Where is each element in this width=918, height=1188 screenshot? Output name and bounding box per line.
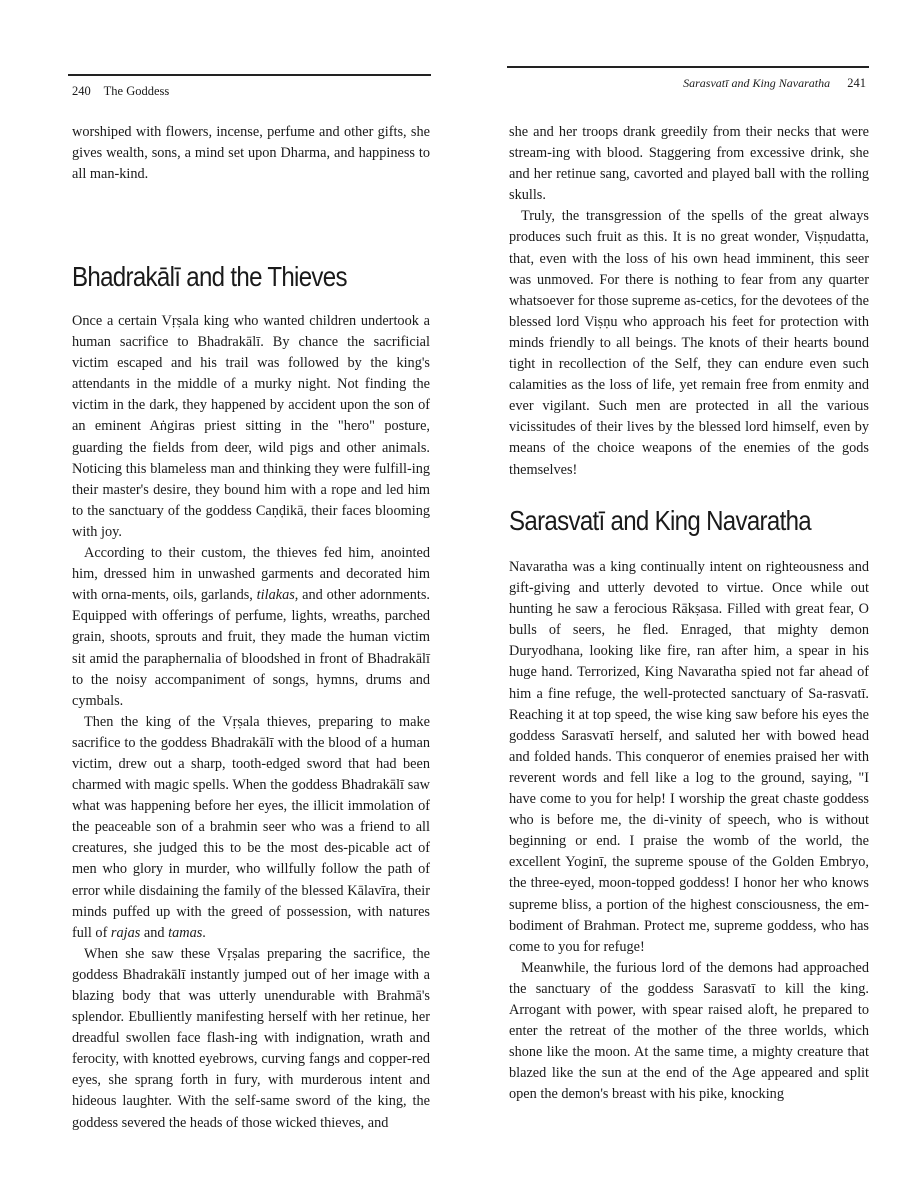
paragraph-top <box>72 122 430 185</box>
header-rule <box>68 74 431 76</box>
paragraph: Navaratha was a king continually intent on righteousness and gift-giving and utterly devoted to virtue. Once while out hunting he saw a ferocious Rākṣasa. Filled with great fear, O bulls of seers, he fled. Enraged, that mighty demon Duryodhana, looking like fire, ran after him, a spear in his huge hand. Terrorized, King Navaratha spied not far ahead of him a fine refuge, the well-protected sanctuary of Sa-rasvatī. Reaching it at top speed, the wise king saw before his eyes the goddess Sarasvatī herself, and saluted her with bowed head and folded hands. This conqueror of enemies praised her with reverent words and fell like a log to the ground, saying, "I have come to you for help! I worship the great chaste goddess who is before me, the di-vinity of speech, who is without beginning or end. I praise the womb of the world, the excellent Yoginī, the supreme spouse of the Golden Embryo, the three-eyed, moon-topped goddess! I honor her who knows supreme bliss, a portion of the highest consciousness, the em-bodiment of Brahman. Protect me, supreme goddess, who has come to you for refuge! <box>509 559 869 955</box>
section-heading: Bhadrakālī and the Thieves <box>72 261 347 293</box>
running-title: The Goddess <box>103 84 170 98</box>
body-text-top <box>509 122 869 481</box>
paragraph: she and her troops drank greedily from their necks that were stream-ing with blood. Staggering from excessive drink, she and her retinue sang, cavorted and played ball with the rolling skulls. <box>509 124 869 204</box>
section-heading: Sarasvatī and King Navaratha <box>509 505 812 537</box>
paragraph: According to their custom, the thieves fed him, anointed him, dressed him in unwashed garments and decorated him with orna-ments, oils, garlands, tilakas, and other adornments. Equipped with offerings of perfume, lights, wreaths, parched grain, shoots, sprouts and fruit, they made the human victim sit amid the paraphernalia of bloodshed in front of Bhadrakālī to the noisy accompaniment of songs, hymns, drums and cymbals. <box>72 545 431 709</box>
header-rule <box>507 66 869 68</box>
paragraph: worshiped with flowers, incense, perfume and other gifts, she gives wealth, sons, a mind set upon Dharma, and happiness to all man-kind. <box>72 124 430 183</box>
paragraph: Once a certain Vṛṣala king who wanted children undertook a human sacrifice to Bhadrakālī. By chance the sacrificial victim escaped and his trail was followed by the king's attendants in the middle of a murky night. Not finding the victim in the dark, they happened by accident upon the son of an eminent Aṅgiras priest sitting in the "hero" posture, guarding the fields from deer, wild pigs and other animals. Noticing this blameless man and thinking they were fulfill-ing their master's desire, they bound him with a rope and led him to the sanctuary of the goddess Caṇḍikā, their faces blooming with joy. <box>72 313 430 540</box>
paragraph: When she saw these Vṛṣalas preparing the sacrifice, the goddess Bhadrakālī instantly jumped out of her image with a blazing body that was utterly unendurable with Brahmā's splendor. Ebulliently manifesting herself with her retinue, her dreadful swollen face flash-ing with indignation, wrath and ferocity, with knotted eyebrows, curving fangs and copper-red eyes, she sprang forth in fury, with murderous intent and hideous laughter. With the self-same sword of the king, the goddess severed the heads of those wicked thieves, and <box>72 945 430 1131</box>
paragraph: Meanwhile, the furious lord of the demons had approached the sanctuary of the goddess Sarasvatī to kill the king. Arrogant with power, with spear raised aloft, he prepared to enter the retreat of the mother of the three worlds, which shone like the moon. At the same time, a mighty creature that blazed like the sun at the end of the Age appeared and split open the demon's breast with his pike, knocking <box>509 959 869 1103</box>
page-number: 241 <box>847 76 866 90</box>
right-page <box>459 0 918 1188</box>
running-head <box>683 76 866 91</box>
body-text <box>72 311 430 1134</box>
page-number: 240 <box>72 84 91 98</box>
body-text <box>509 557 869 1105</box>
paragraph: Truly, the transgression of the spells of the great always produces such fruit as this. It is no great wonder, Viṣṇudatta, that, even with the loss of his own head imminent, this seer was unmoved. For there is nothing to fear from any quarter whatsoever for those supreme as-cetics, for the devotees of the blessed lord Viṣṇu who approach his feet for protection with minds friendly to all beings. The knots of their hearts bound tight in recollection of the Self, they can endure even such calamities as the loss of life, yet remain free from enmity and ever vigilant. Such men are protected in all the various vicissitudes of their lives by the blessed lord himself, even by means of the choice weapons of the enemies of the gods themselves! <box>509 208 869 478</box>
running-title: Sarasvatī and King Navaratha <box>683 76 831 90</box>
paragraph: Then the king of the Vṛṣala thieves, preparing to make sacrifice to the goddess Bhadrakālī with the blood of a human victim, drew out a sharp, tooth-edged sword that had been charmed with magic spells. When the goddess Bhadrakālī saw what was happening before her eyes, the illicit immolation of the peaceable son of a brahmin seer who was a friend to all creatures, she judged this to be the most des-picable act of men who glory in murder, who willfully follow the path of error while disdaining the family of the blessed Kālavīra, their minds puffed up with the greed of possession, with natures full of rajas and tamas. <box>72 713 430 941</box>
running-head <box>72 84 169 99</box>
